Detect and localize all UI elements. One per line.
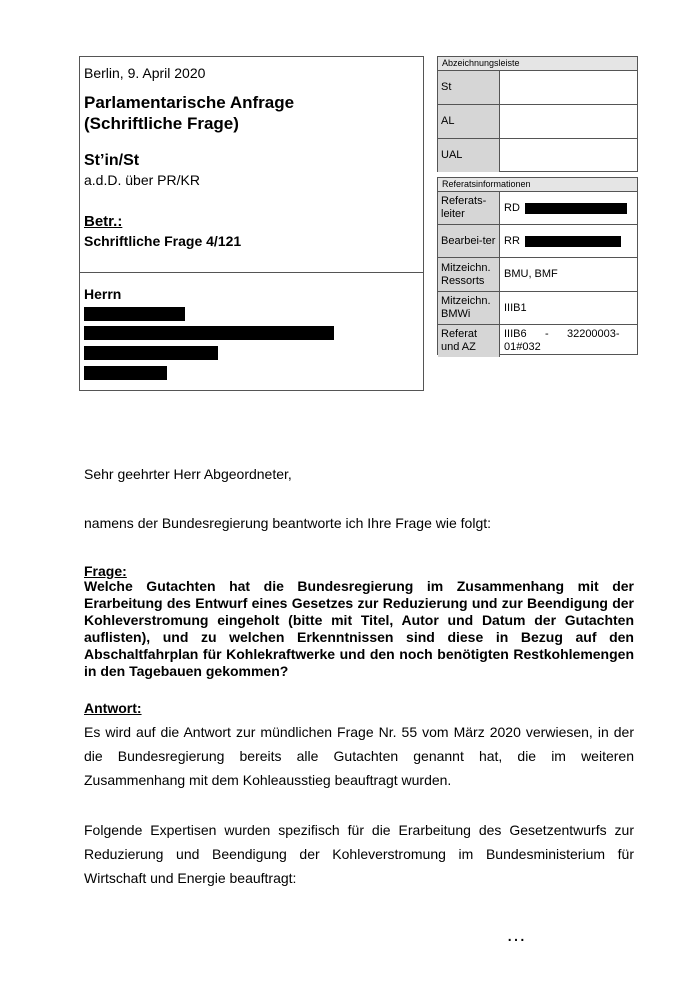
info-label: Bearbei-ter [438, 225, 500, 257]
redaction-bar [84, 307, 185, 321]
info-label: Mitzeichn. Ressorts [438, 258, 500, 291]
info-value-text: RR [504, 234, 520, 247]
document-title-line2: (Schriftliche Frage) [84, 114, 239, 133]
question-text: Welche Gutachten hat die Bundesregierung im Zusammenhang mit der Erarbeitung des Entwurf eines Gesetzes zur Reduzierung und zur Beendigung der Kohleverstromung eingeholt (bitte mit Titel, Autor und Datum der Gutachten auflisten), und zu welchen Erkenntnissen sind diese in Bezug auf den Abschaltfahrplan für Kohlekraftwerke und den noch benötigten Restkohlemengen in den Tagebauen gekommen? [84, 578, 634, 679]
info-table-title: Referatsinformationen [438, 178, 637, 192]
info-label: Referats-leiter [438, 192, 500, 224]
info-value-text: RD [504, 201, 520, 214]
signoff-table-title: Abzeichnungsleiste [438, 57, 637, 71]
subject-label: Betr.: [84, 213, 123, 230]
info-value: BMU, BMF [504, 268, 558, 280]
info-value [500, 225, 637, 257]
redaction-bar [84, 326, 334, 340]
referat-info-table [437, 177, 638, 355]
intro-text: namens der Bundesregierung beantworte ich Ihre Frage wie folgt: [84, 515, 492, 531]
info-row [438, 225, 637, 258]
info-value-line1: IIIB6 - 32200003- [504, 328, 620, 340]
header-divider [79, 272, 424, 273]
signoff-label: UAL [438, 139, 500, 172]
greeting: Sehr geehrter Herr Abgeordneter, [84, 466, 292, 482]
subject-value: Schriftliche Frage 4/121 [84, 233, 242, 249]
signoff-row [438, 105, 637, 139]
signoff-value [500, 105, 637, 138]
signoff-label: St [438, 71, 500, 104]
recipient-route: a.d.D. über PR/KR [84, 172, 200, 188]
info-label: Mitzeichn. BMWi [438, 292, 500, 324]
answer-paragraph: Es wird auf die Antwort zur mündlichen Frage Nr. 55 vom März 2020 verwiesen, in der die Bundesregierung bereits alle Gutachten genannt hat, die im weiteren Zusammenhang mit dem Kohleausstieg beauftragt wurden. [84, 724, 634, 788]
redaction-bar [525, 203, 627, 214]
answer-heading: Antwort: [84, 700, 142, 716]
info-value-line2: 01#032 [504, 341, 541, 353]
signoff-value [500, 71, 637, 104]
document-title-line1: Parlamentarische Anfrage [84, 93, 295, 112]
signoff-table [437, 56, 638, 172]
recipient-role: St’in/St [84, 152, 140, 169]
question-heading: Frage: [84, 563, 127, 579]
continuation-mark: … [506, 924, 528, 946]
info-row [438, 325, 637, 357]
signoff-value [500, 139, 637, 172]
addressee-salutation: Herrn [84, 286, 122, 302]
redaction-bar [84, 366, 167, 380]
signoff-row [438, 71, 637, 105]
date-line: Berlin, 9. April 2020 [84, 65, 206, 81]
info-row [438, 192, 637, 225]
info-row [438, 258, 637, 292]
redaction-bar [84, 346, 218, 360]
info-label: Referat und AZ [438, 325, 500, 357]
info-value [500, 192, 637, 224]
answer-paragraph: Folgende Expertisen wurden spezifisch für die Erarbeitung des Gesetzentwurfs zur Reduzierung und Beendigung der Kohleverstromung im Bundesministerium für Wirtschaft und Energie beauftragt: [84, 822, 634, 886]
redaction-bar [525, 236, 621, 247]
info-row [438, 292, 637, 325]
info-value [500, 325, 637, 357]
signoff-label: AL [438, 105, 500, 138]
signoff-row [438, 139, 637, 172]
info-value: IIIB1 [504, 301, 527, 314]
